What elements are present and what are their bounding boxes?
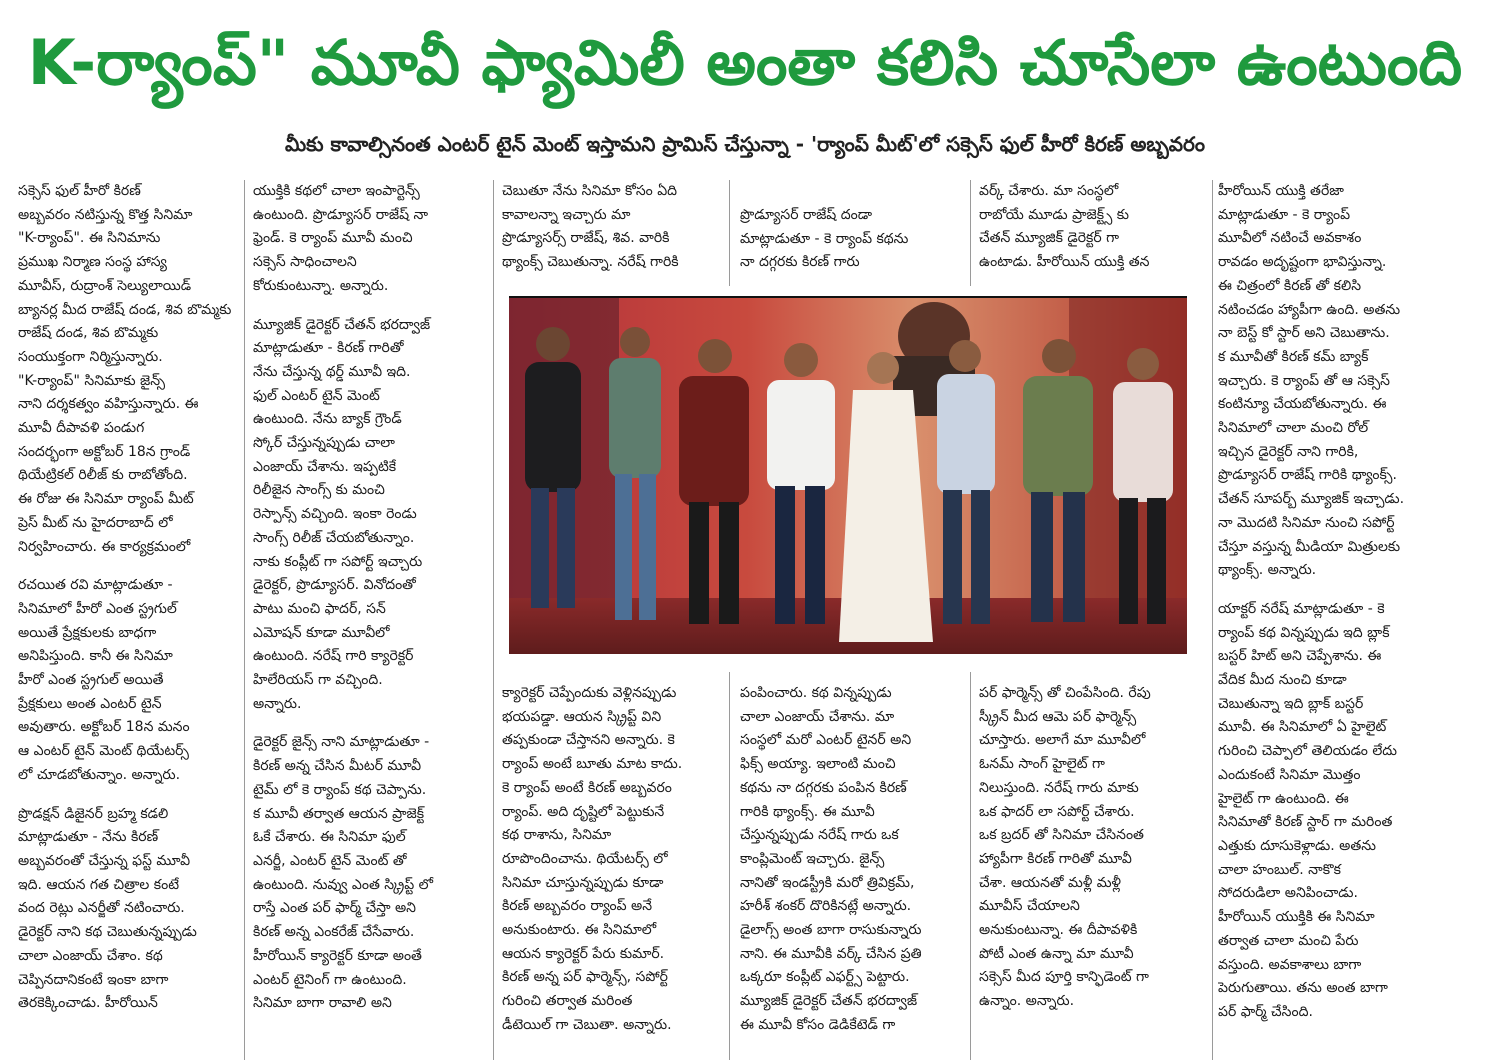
column-rule	[729, 672, 730, 1060]
paragraph-producer-rajesh: ప్రొడ్యూసర్ రాజేష్ దండా మాట్లాడుతూ - కె ర్యాంప్ కథను నా దగ్గరకు కిరణ్ గారు	[740, 207, 909, 271]
paragraph-intro: సక్సెస్ ఫుల్ హీరో కిరణ్ అబ్బవరం నటిస్తున్న కొత్త సినిమా "K-ర్యాంప్". ఈ సినిమాను ప్రముఖ నిర్మాణ సంస్థ హాస్య మూవీస్, రుద్రాంశ్ సెల్యులాయిడ్ బ్యానర్ల మీద రాజేష్ దండ, శివ బొమ్మకు రాజేష్ దండ, శివ బొమ్మకు సంయుక్తంగా నిర్మిస్తున్నారు. "K-ర్యాంప్" సినిమాకు జైన్స్ నాని దర్శకత్వం వహిస్తున్నారు. ఈ మూవీ దీపావళి పండుగ సందర్భంగా అక్టోబర్ 18న గ్రాండ్ థియేట్రికల్ రిలీజ్ కు రాబోతోంది. ఈ రోజు ఈ సినిమా ర్యాంప్ మీట్ ప్రెస్ మీట్ ను హైదరాబాద్ లో నిర్వహించారు. ఈ కార్యక్రమంలో	[18, 183, 232, 555]
column-rule	[1212, 180, 1213, 1060]
column-rule	[244, 180, 245, 1060]
article-column-2	[253, 180, 483, 1060]
paragraph-heroine-role: యుక్తికి కథలో చాలా ఇంపార్టెన్స్ ఉంటుంది. ప్రొడ్యూసర్ రాజేష్ నా ఫ్రెండ్. కె ర్యాంప్ మూవీ మంచి సక్సెస్ సాధించాలని కోరుకుంటున్నా. అన్నారు.	[253, 183, 429, 294]
paragraph-writer-ravi: రచయిత రవి మాట్లాడుతూ - సినిమాలో హీరో ఎంత స్ట్రగుల్ అయితే ప్రేక్షకులకు బాధగా అనిపిస్తుంది. కానీ ఈ సినిమా హీరో ఎంత స్ట్రగుల్ అయితే ప్రేక్షకులు అంత ఎంటర్ టైన్ అవుతారు. అక్టోబర్ 18న మనం ఆ ఎంటర్ టైన్ మెంట్ థియేటర్స్ లో చూడబోతున్నాం. అన్నారు.	[18, 577, 190, 783]
column-rule	[493, 180, 494, 1060]
paragraph-production-designer: ప్రొడక్షన్ డిజైనర్ బ్రహ్మ కడలి మాట్లాడుతూ - నేను కిరణ్ అబ్బవరంతో చేస్తున్న ఫస్ట్ మూవీ ఇది. ఆయన గత చిత్రాల కంటే వంద రెట్లు ఎనర్జీతో నటించారు. డైరెక్టర్ నాని కథ చెబుతున్నప్పుడు చాలా ఎంజాయ్ చేశాం. కథ చెప్పినదానికంటే ఇంకా బాగా తెరకెక్కించాడు. హీరోయిన్	[18, 805, 197, 1012]
paragraph-actor-naresh: యాక్టర్ నరేష్ మాట్లాడుతూ - కె ర్యాంప్ కథ విన్నప్పుడు ఇది బ్లాక్ బస్టర్ హిట్ అని చెప్పేశాను. ఈ వేదిక మీద నుంచి కూడా చెబుతున్నా ఇది బ్లాక్ బస్టర్ మూవీ. ఈ సినిమాలో ఏ హైలైట్ గురించి చెప్పాలో తెలియడం లేదు ఎందుకంటే సినిమా మొత్తం హైలైట్ గా ఉంటుంది. ఈ సినిమాతో కిరణ్ స్టార్ గా మరింత ఎత్తుకు దూసుకెళ్లాడు. అతను చాలా హంబుల్. నాకొక సోదరుడిలా అనిపించాడు. హీరోయిన్ యుక్తికి ఈ సినిమా తర్వాత చాలా మంచి పేరు వస్తుంది. అవకాశాలు బాగా పెరుగుతాయి. తను అంత బాగా పర్ ఫార్మ్ చేసింది.	[1218, 600, 1397, 1020]
article-column-1	[18, 180, 240, 1060]
subheadline: మీకు కావాల్సినంత ఎంటర్ టైన్ మెంట్ ఇస్తామని ప్రామిస్ చేస్తున్నా - 'ర్యాంప్ మీట్'లో సక్సెస్ ఫుల్ హీరో కిరణ్ అబ్బవరం	[285, 132, 1205, 156]
column-rule	[729, 180, 730, 286]
article-column-6	[1218, 180, 1473, 1060]
paragraph-director-continued: క్యారెక్టర్ చెప్పేందుకు వెళ్లినప్పుడు భయపడ్డా. ఆయన స్క్రిప్ట్ విని తప్పకుండా చేస్తానని అన్నారు. కె ర్యాంప్ అంటే బూతు మాట కాదు. కె ర్యాంప్ అంటే కిరణ్ అబ్బవరం ర్యాంప్. అది దృష్టిలో పెట్టుకునే కథ రాశాను, సినిమా రూపొందించాను. థియేటర్స్ లో సినిమా చూస్తున్నప్పుడు కూడా కిరణ్ అబ్బవరం ర్యాంప్ అనే అనుకుంటారు. ఈ సినిమాలో ఆయన క్యారెక్టర్ పేరు కుమార్. కిరణ్ అన్న పర్ ఫార్మెన్స్, సపోర్ట్ గురించి తర్వాత మరింత డీటెయిల్ గా చెబుతా. అన్నారు.	[502, 685, 683, 1033]
article-column-3-top	[502, 180, 722, 280]
article-column-4-top	[740, 204, 968, 280]
paragraph-producer-continued: వర్క్ చేశారు. మా సంస్థలో రాబోయే మూడు ప్రాజెక్ట్స్ కు చేతన్ మ్యూజిక్ డైరెక్టర్ గా ఉంటాడు. హీరోయిన్ యుక్తి తన	[979, 183, 1150, 271]
article-column-4-bottom	[740, 682, 968, 1060]
paragraph-director-thanks: చెబుతూ నేను సినిమా కోసం ఏది కావాలన్నా ఇచ్చారు మా ప్రొడ్యూసర్స్ రాజేష్, శివ. వారికి థ్యాంక్స్ చెబుతున్నా. నరేష్ గారికి	[502, 183, 679, 271]
paragraph-music-director: మ్యూజిక్ డైరెక్టర్ చేతన్ భరద్వాజ్ మాట్లాడుతూ - కిరణ్ గారితో నేను చేస్తున్న థర్డ్ మూవీ ఇది. ఫుల్ ఎంటర్ టైన్ మెంట్ ఉంటుంది. నేను బ్యాక్ గ్రౌండ్ స్కోర్ చేస్తున్నప్పుడు చాలా ఎంజాయ్ చేశాను. ఇప్పటికే రిలీజైన సాంగ్స్ కు మంచి రెస్పాన్స్ వచ్చింది. ఇంకా రెండు సాంగ్స్ రిలీజ్ చేయబోతున్నాం. నాకు కంప్లీట్ గా సపోర్ట్ ఇచ్చారు డైరెక్టర్, ప్రొడ్యూసర్. వినోదంతో పాటు మంచి ఫాదర్, సన్ ఎమోషన్ కూడా మూవీలో ఉంటుంది. నరేష్ గారి క్యారెక్టర్ హిలేరియస్ గా వచ్చింది. అన్నారు.	[253, 316, 431, 712]
column-rule	[970, 672, 971, 1060]
article-column-5-top	[979, 180, 1211, 280]
event-photo	[509, 296, 1187, 654]
article-column-3-bottom	[502, 682, 728, 1060]
paragraph-producer-story: పంపించారు. కథ విన్నప్పుడు చాలా ఎంజాయ్ చేశాను. మా సంస్థలో మరో ఎంటర్ టైనర్ అని ఫిక్స్ అయ్యా. ఇలాంటి మంచి కథను నా దగ్గరకు పంపిన కిరణ్ గారికి థ్యాంక్స్. ఈ మూవీ చేస్తున్నప్పుడు నరేష్ గారు ఒక కాంప్లిమెంట్ ఇచ్చారు. జైన్స్ నానితో ఇండస్ట్రీకి మరో త్రివిక్రమ్, హరీశ్ శంకర్ దొరికినట్లే అన్నారు. డైలాగ్స్ అంత బాగా రాసుకున్నారు నాని. ఈ మూవీకి వర్క్ చేసిన ప్రతి ఒక్కరూ కంప్లీట్ ఎఫర్ట్స్ పెట్టారు. మ్యూజిక్ డైరెక్టర్ చేతన్ భరద్వాజ్ ఈ మూవీ కోసం డెడికేటెడ్ గా	[740, 685, 922, 1033]
paragraph-heroine-yukti: హీరోయిన్ యుక్తి తరేజా మాట్లాడుతూ - కె ర్యాంప్ మూవీలో నటించే అవకాశం రావడం అదృష్టంగా భావిస్తున్నా. ఈ చిత్రంలో కిరణ్ తో కలిసి నటించడం హ్యాపీగా ఉంది. అతను నా బెస్ట్ కో స్టార్ అని చెబుతాను. క మూవీతో కిరణ్ కమ్ బ్యాక్ ఇచ్చారు. కె ర్యాంప్ తో ఆ సక్సెస్ కంటిన్యూ చేయబోతున్నారు. ఈ సినిమాలో చాలా మంచి రోల్ ఇచ్చిన డైరెక్టర్ నాని గారికి, ప్రొడ్యూసర్ రాజేష్ గారికి థ్యాంక్స్. చేతన్ సూపర్బ్ మ్యూజిక్ ఇచ్చాడు. నా మొదటి సినిమా నుంచి సపోర్ట్ చేస్తూ వస్తున్న మీడియా మిత్రులకు థ్యాంక్స్. అన్నారు.	[1218, 183, 1405, 579]
headline: K-ర్యాంప్" మూవీ ఫ్యామిలీ అంతా కలిసి చూసేలా ఉంటుంది	[27, 26, 1463, 99]
paragraph-producer-heroine: పర్ ఫార్మెన్స్ తో చింపేసింది. రేపు స్క్రీన్ మీద ఆమె పర్ ఫార్మెన్స్ చూస్తారు. అలాగే మా మూవీలో ఓనమ్ సాంగ్ హైలైట్ గా నిలుస్తుంది. నరేష్ గారు మాకు ఒక ఫాదర్ లా సపోర్ట్ చేశారు. ఒక బ్రదర్ తో సినిమా చేసినంత హ్యాపీగా కిరణ్ గారితో మూవీ చేశా. ఆయనతో మళ్లీ మళ్లీ మూవీస్ చేయాలని అనుకుంటున్నా. ఈ దీపావళికి పోటీ ఎంత ఉన్నా మా మూవీ సక్సెస్ మీద పూర్తి కాన్ఫిడెంట్ గా ఉన్నాం. అన్నారు.	[979, 685, 1151, 1010]
article-column-5-bottom	[979, 682, 1211, 1060]
column-rule	[970, 180, 971, 286]
paragraph-director-jains-nani: డైరెక్టర్ జైన్స్ నాని మాట్లాడుతూ - కిరణ్ అన్న చేసిన మీటర్ మూవీ టైమ్ లో కె ర్యాంప్ కథ చెప్పాను. క మూవీ తర్వాత ఆయన ప్రాజెక్ట్ ఓకే చేశారు. ఈ సినిమా ఫుల్ ఎనర్జీ, ఎంటర్ టైన్ మెంట్ తో ఉంటుంది. నువ్వు ఎంత స్క్రిప్ట్ లో రాస్తే ఎంత పర్ ఫార్మ్ చేస్తా అని కిరణ్ అన్న ఎంకరేజ్ చేసేవారు. హీరోయిన్ క్యారెక్టర్ కూడా అంతే ఎంటర్ టైనింగ్ గా ఉంటుంది. సినిమా బాగా రావాలి అని	[253, 734, 434, 1012]
